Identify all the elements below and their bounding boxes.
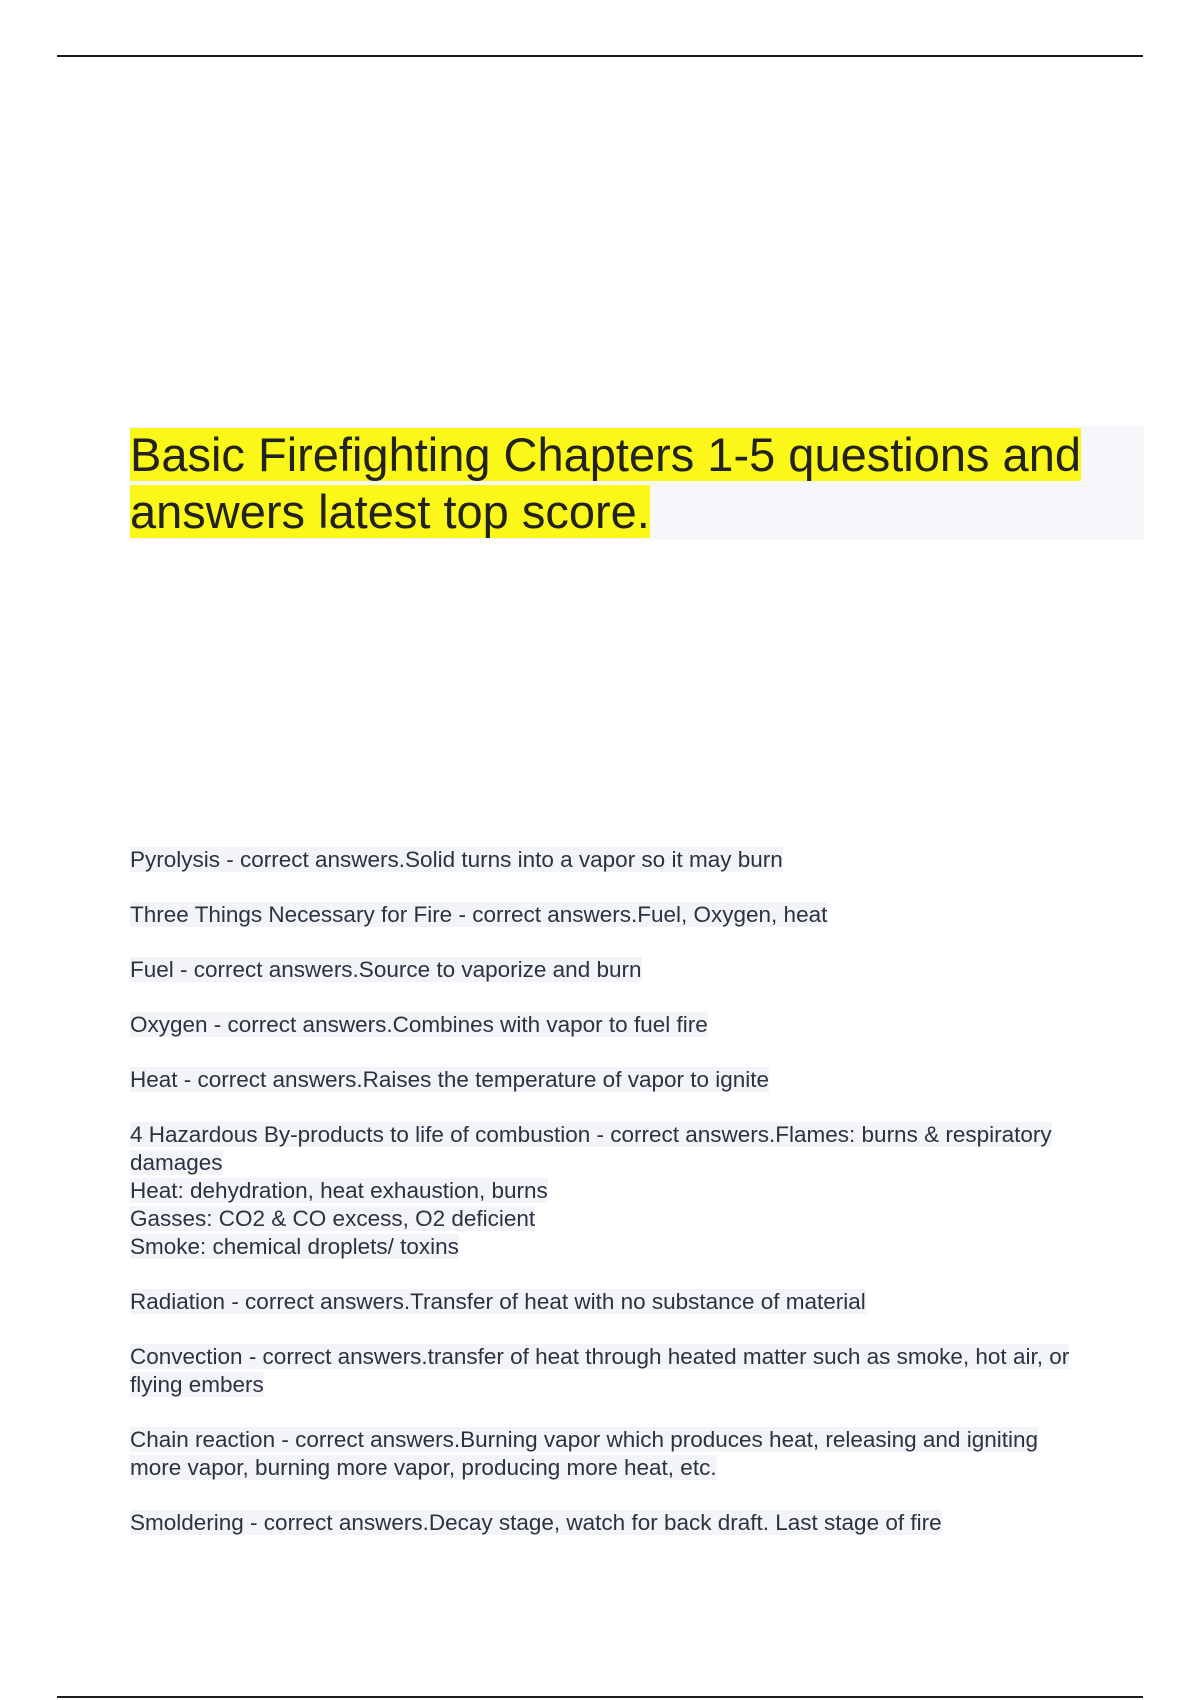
qa-entry-oxygen: [130, 1011, 1150, 1039]
qa-line: Convection - correct answers.transfer of heat through heated matter such as smoke, hot air, or: [130, 1344, 1070, 1369]
top-rule: [57, 55, 1143, 57]
qa-line: Heat: dehydration, heat exhaustion, burns: [130, 1178, 548, 1203]
qa-entry-heat: [130, 1066, 1150, 1094]
qa-line: Fuel - correct answers.Source to vaporize and burn: [130, 957, 642, 982]
qa-line: 4 Hazardous By-products to life of combustion - correct answers.Flames: burns & respiratory: [130, 1122, 1052, 1147]
qa-line: more vapor, burning more vapor, producing more heat, etc.: [130, 1455, 717, 1480]
title-block: [130, 426, 1144, 540]
qa-entry-hazardous-byproducts: [130, 1121, 1150, 1261]
qa-entry-three-things: [130, 901, 1150, 929]
document-title-text: Basic Firefighting Chapters 1-5 questions and answers latest top score.: [130, 428, 1081, 538]
qa-line: flying embers: [130, 1372, 264, 1397]
qa-line: Heat - correct answers.Raises the temperature of vapor to ignite: [130, 1067, 770, 1092]
qa-line: Chain reaction - correct answers.Burning vapor which produces heat, releasing and igniting: [130, 1427, 1038, 1452]
qa-line: Radiation - correct answers.Transfer of heat with no substance of material: [130, 1289, 866, 1314]
qa-line: Three Things Necessary for Fire - correct answers.Fuel, Oxygen, heat: [130, 902, 828, 927]
qa-list: [130, 846, 1150, 1564]
qa-entry-smoldering: [130, 1509, 1150, 1537]
qa-line: Oxygen - correct answers.Combines with vapor to fuel fire: [130, 1012, 708, 1037]
document-title: [130, 426, 1144, 540]
qa-entry-pyrolysis: [130, 846, 1150, 874]
qa-line: Gasses: CO2 & CO excess, O2 deficient: [130, 1206, 536, 1231]
qa-line: Smoldering - correct answers.Decay stage, watch for back draft. Last stage of fire: [130, 1510, 942, 1535]
qa-entry-chain-reaction: [130, 1426, 1150, 1482]
qa-entry-radiation: [130, 1288, 1150, 1316]
qa-line: Smoke: chemical droplets/ toxins: [130, 1234, 459, 1259]
qa-line: Pyrolysis - correct answers.Solid turns into a vapor so it may burn: [130, 847, 783, 872]
qa-entry-fuel: [130, 956, 1150, 984]
qa-entry-convection: [130, 1343, 1150, 1399]
bottom-rule: [57, 1696, 1143, 1698]
qa-line: damages: [130, 1150, 223, 1175]
